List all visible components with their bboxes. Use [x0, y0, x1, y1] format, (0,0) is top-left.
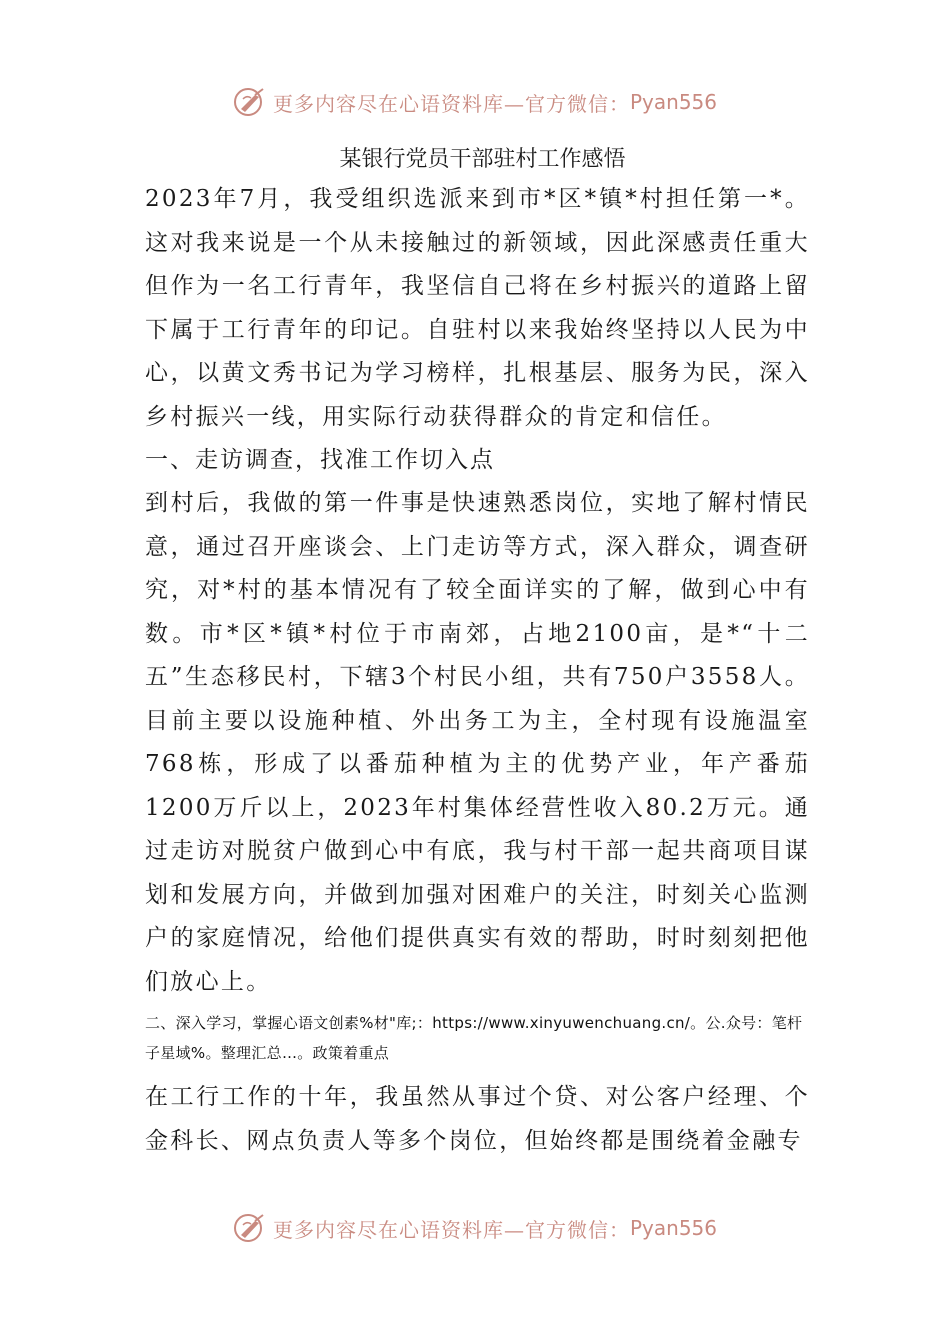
banner-text: 更多内容尽在心语资料库—官方微信：: [272, 1217, 630, 1242]
intro-paragraph: 2023年7月，我受组织选派来到市*区*镇*村担任第一*。这对我来说是一个从未接触过的新领域，因此深感责任重大但作为一名工行青年，我坚信自己将在乡村振兴的道路上留下属于工行青年的印记。自驻村以来我始终坚持以人民为中心，以黄文秀书记为学习榜样，扎根基层、服务为民，深入乡村振兴一线，用实际行动获得群众的肯定和信任。: [145, 186, 810, 430]
banner-text: 更多内容尽在心语资料库—官方微信：: [272, 91, 630, 116]
section-1-heading: 一、走访调查，找准工作切入点: [145, 447, 495, 473]
banner-wechat-id: Pyan556: [629, 90, 717, 114]
watermark-banner-top: [0, 82, 950, 122]
document-title: 某银行党员干部驻村工作感悟: [339, 147, 626, 172]
section-2-paragraph: 在工行工作的十年，我虽然从事过个贷、对公客户经理、个金科长、网点负责人等多个岗位，但始终都是围绕着金融专: [145, 1084, 810, 1154]
pen-logo-icon: [233, 1211, 267, 1245]
banner-wechat-id: Pyan556: [629, 1216, 717, 1240]
section-2-heading: 二、深入学习，掌握心语文创素%材"库;：https://www.xinyuwenchuang.cn/。公.众号：笔杆子星域%。整理汇总…。政策着重点: [145, 1014, 803, 1062]
document-body: [145, 142, 810, 1163]
watermark-banner-bottom: [0, 1208, 950, 1248]
section-1-paragraph: 到村后，我做的第一件事是快速熟悉岗位，实地了解村情民意，通过召开座谈会、上门走访等方式，深入群众，调查研究，对*村的基本情况有了较全面详实的了解，做到心中有数。市*区*镇*村位于市南郊，占地2100亩，是*“十二五”生态移民村，下辖3个村民小组，共有750户3558人。目前主要以设施种植、外出务工为主，全村现有设施温室768栋，形成了以番茄种植为主的优势产业，年产番茄1200万斤以上，2023年村集体经营性收入80.2万元。通过走访对脱贫户做到心中有底，我与村干部一起共商项目谋划和发展方向，并做到加强对困难户的关注，时刻关心监测户的家庭情况，给他们提供真实有效的帮助，时时刻刻把他们放心上。: [145, 490, 810, 995]
pen-logo-icon: [233, 85, 267, 119]
